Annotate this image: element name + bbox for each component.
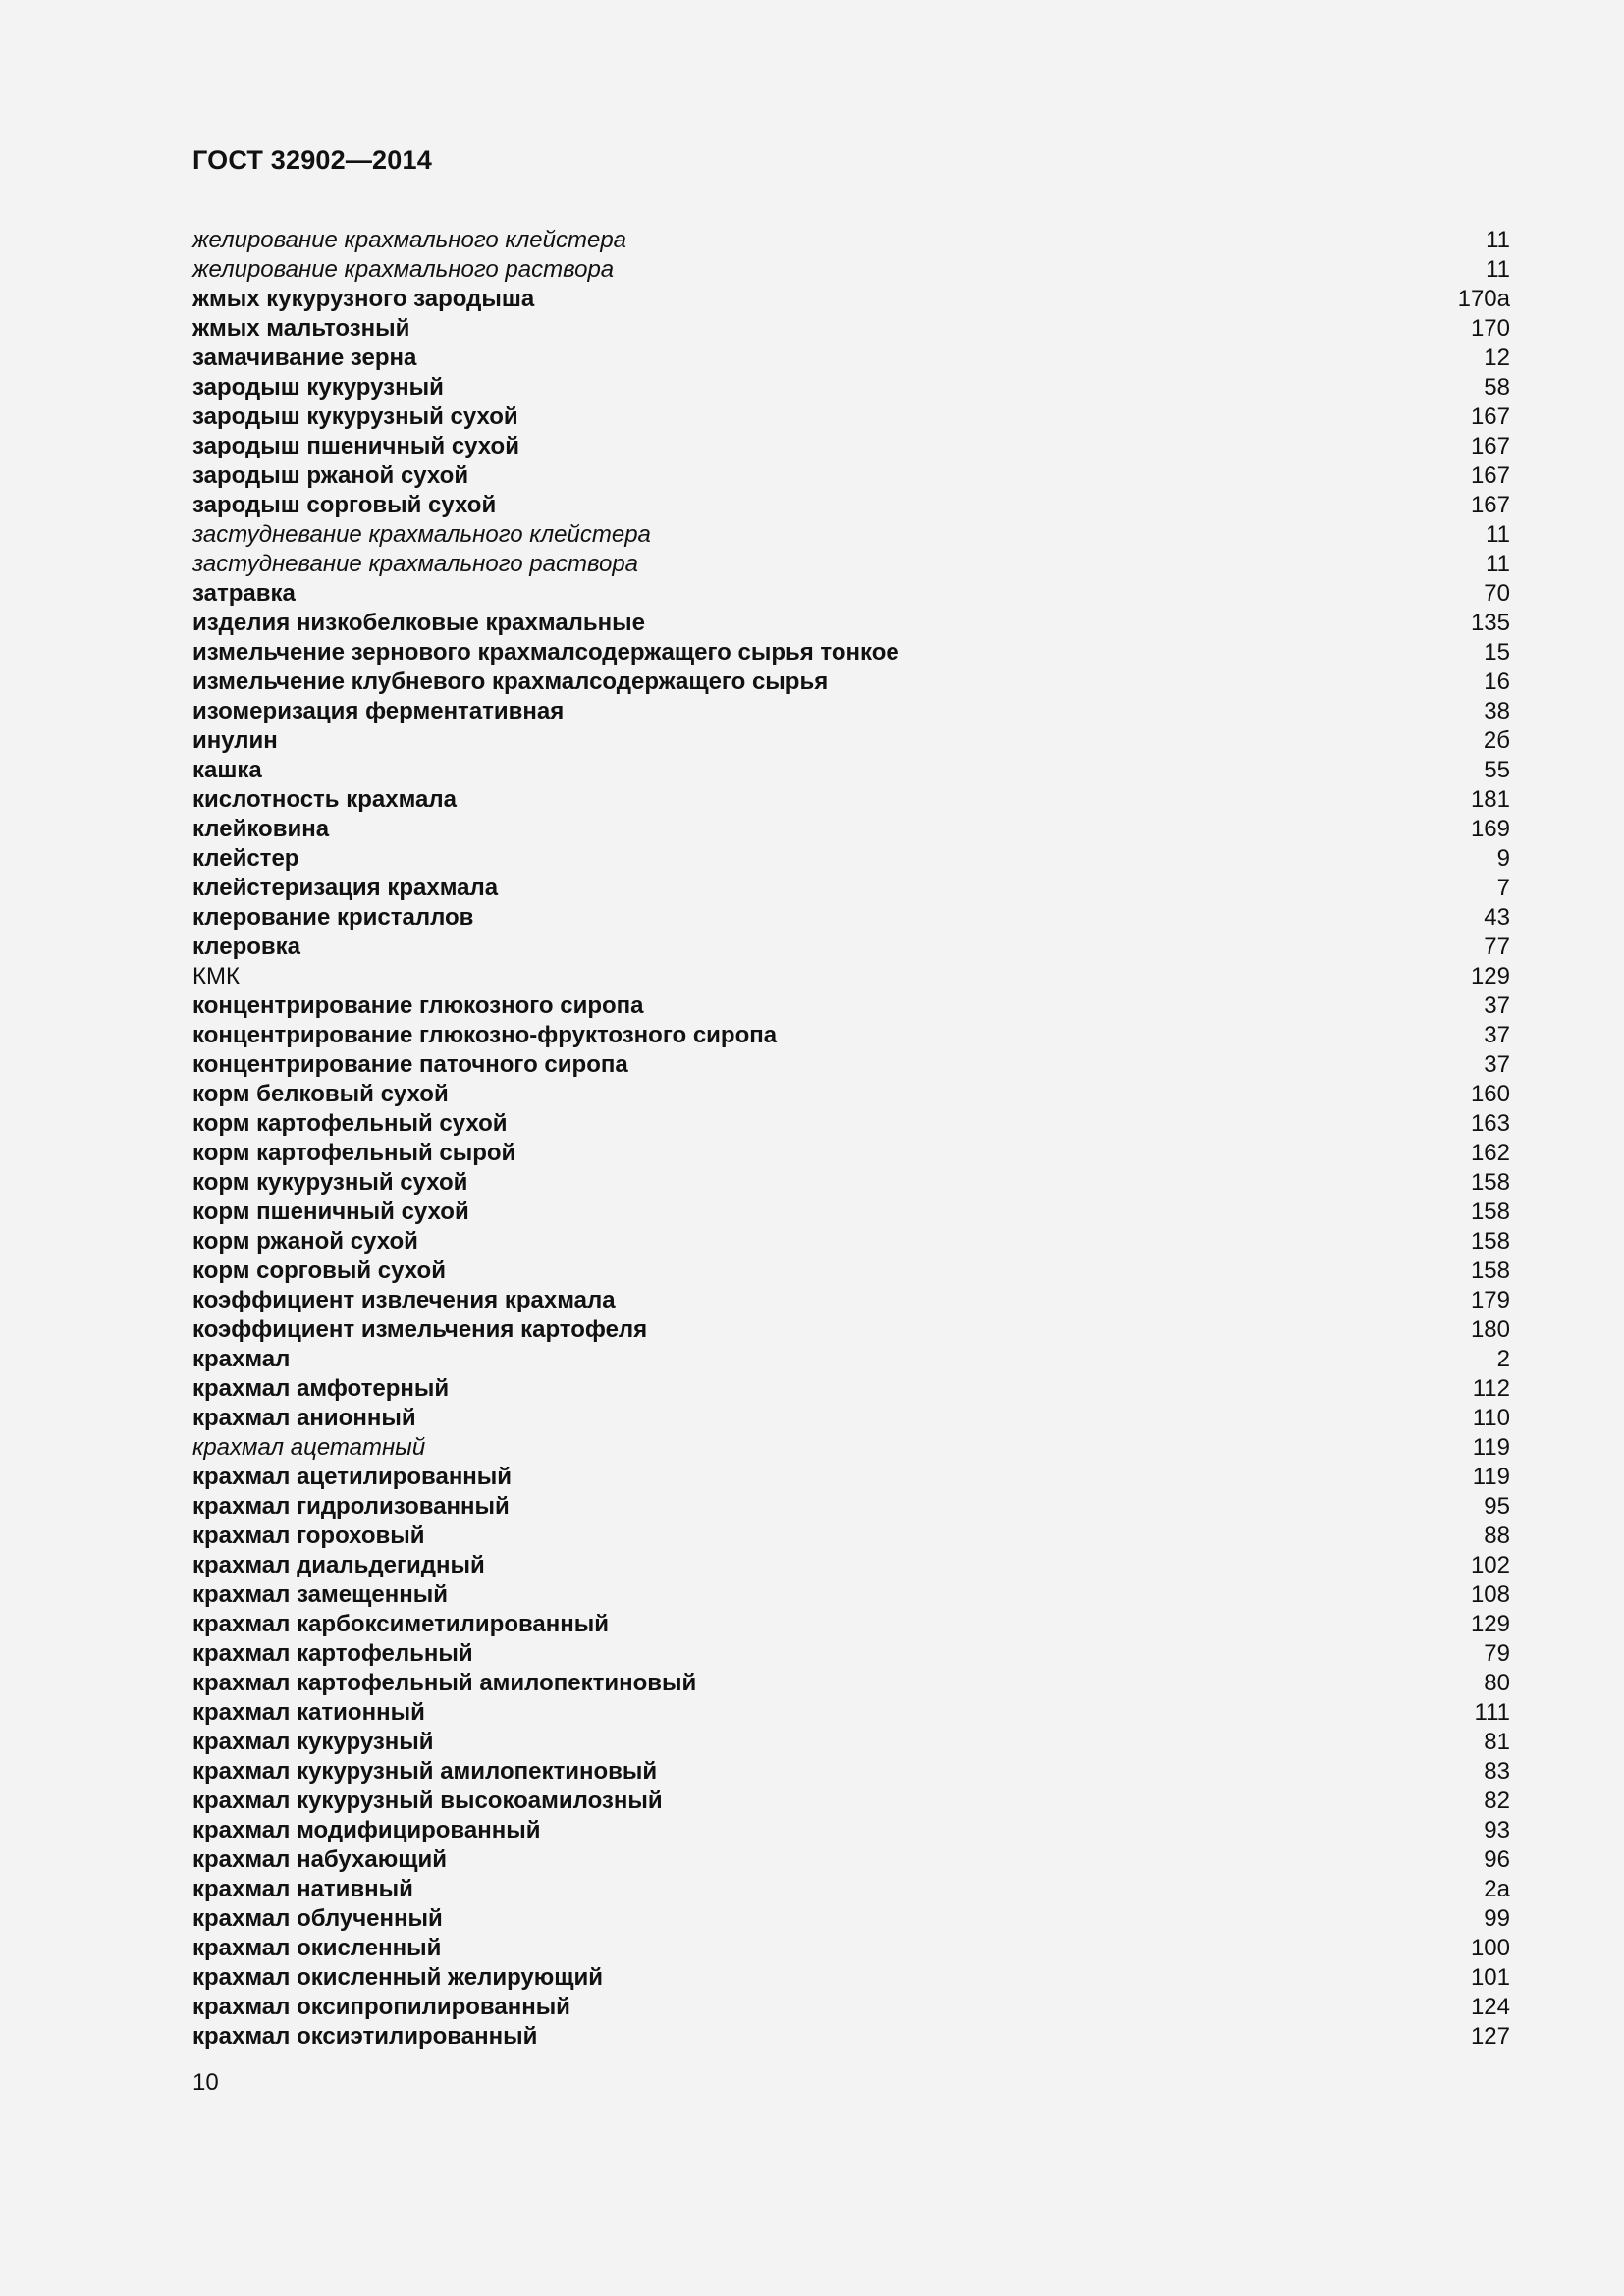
index-term: зародыш ржаной сухой [192, 462, 469, 489]
index-term: жмых кукурузного зародыша [192, 286, 535, 312]
index-reference-number: 82 [1484, 1788, 1510, 1814]
index-term: жмых мальтозный [192, 315, 410, 342]
index-entry [192, 2022, 1510, 2052]
index-reference-number: 2 [1496, 1346, 1510, 1372]
index-reference-number: 58 [1484, 374, 1510, 400]
alphabetical-index [192, 226, 1510, 2052]
index-reference-number: 169 [1470, 816, 1510, 842]
index-term: крахмал модифицированный [192, 1817, 541, 1843]
index-entry [192, 903, 1510, 933]
index-entry [192, 991, 1510, 1021]
index-term: зародыш кукурузный [192, 374, 444, 400]
index-term: корм картофельный сухой [192, 1110, 508, 1137]
index-term: крахмал диальдегидный [192, 1552, 485, 1578]
index-entry [192, 255, 1510, 285]
index-term: крахмал облученный [192, 1905, 443, 1932]
index-reference-number: 81 [1484, 1729, 1510, 1755]
index-term: застудневание крахмального раствора [192, 551, 639, 577]
index-reference-number: 99 [1484, 1905, 1510, 1932]
index-entry [192, 1669, 1510, 1698]
index-entry [192, 874, 1510, 903]
index-entry [192, 1875, 1510, 1904]
index-reference-number: 179 [1470, 1287, 1510, 1313]
index-entry [192, 1256, 1510, 1286]
index-term: концентрирование глюкозно-фруктозного сиропа [192, 1022, 778, 1048]
index-entry [192, 1610, 1510, 1639]
index-term: крахмал картофельный [192, 1640, 473, 1667]
index-reference-number: 2б [1483, 727, 1510, 754]
index-entry [192, 1698, 1510, 1728]
index-reference-number: 167 [1470, 492, 1510, 518]
index-reference-number: 158 [1470, 1169, 1510, 1196]
index-entry [192, 1139, 1510, 1168]
index-entry [192, 1787, 1510, 1816]
index-term: крахмал гидролизованный [192, 1493, 510, 1520]
index-entry [192, 550, 1510, 579]
index-term: коэффициент извлечения крахмала [192, 1287, 616, 1313]
index-reference-number: 167 [1470, 433, 1510, 459]
index-entry [192, 1845, 1510, 1875]
index-term: изомеризация ферментативная [192, 698, 565, 724]
index-entry [192, 1433, 1510, 1463]
index-reference-number: 170а [1457, 286, 1510, 312]
index-reference-number: 181 [1470, 786, 1510, 813]
index-reference-number: 127 [1470, 2023, 1510, 2050]
index-reference-number: 100 [1470, 1935, 1510, 1961]
index-entry [192, 726, 1510, 756]
index-term: крахмал картофельный амилопектиновый [192, 1670, 697, 1696]
index-entry [192, 1227, 1510, 1256]
index-term: крахмал [192, 1346, 291, 1372]
index-reference-number: 12 [1484, 345, 1510, 371]
index-term: клерование кристаллов [192, 904, 474, 931]
index-entry [192, 1993, 1510, 2022]
index-entry [192, 815, 1510, 844]
index-term: корм ржаной сухой [192, 1228, 418, 1255]
index-entry [192, 933, 1510, 962]
index-reference-number: 70 [1484, 580, 1510, 607]
index-reference-number: 158 [1470, 1257, 1510, 1284]
index-entry [192, 1492, 1510, 1522]
index-entry [192, 785, 1510, 815]
index-reference-number: 43 [1484, 904, 1510, 931]
index-entry [192, 1904, 1510, 1934]
index-term: клеровка [192, 934, 301, 960]
index-term: крахмал кукурузный высокоамилозный [192, 1788, 663, 1814]
index-term: крахмал набухающий [192, 1846, 448, 1873]
index-term: измельчение клубневого крахмалсодержащего сырья [192, 668, 829, 695]
index-reference-number: 37 [1484, 992, 1510, 1019]
index-term: корм картофельный сырой [192, 1140, 516, 1166]
index-reference-number: 162 [1470, 1140, 1510, 1166]
index-entry [192, 1315, 1510, 1345]
index-reference-number: 160 [1470, 1081, 1510, 1107]
index-reference-number: 16 [1484, 668, 1510, 695]
page-number: 10 [192, 2069, 219, 2096]
index-entry [192, 461, 1510, 491]
index-reference-number: 88 [1484, 1522, 1510, 1549]
index-entry [192, 579, 1510, 609]
index-reference-number: 55 [1484, 757, 1510, 783]
index-reference-number: 7 [1496, 875, 1510, 901]
index-entry [192, 344, 1510, 373]
index-reference-number: 167 [1470, 462, 1510, 489]
index-reference-number: 83 [1484, 1758, 1510, 1785]
index-reference-number: 167 [1470, 403, 1510, 430]
index-reference-number: 180 [1470, 1316, 1510, 1343]
document-header: ГОСТ 32902—2014 [192, 145, 432, 175]
index-term: изделия низкобелковые крахмальные [192, 610, 646, 636]
index-entry [192, 1021, 1510, 1050]
index-entry [192, 1522, 1510, 1551]
index-reference-number: 11 [1486, 521, 1510, 548]
index-term: крахмал ацетилированный [192, 1464, 513, 1490]
index-reference-number: 2а [1484, 1876, 1510, 1902]
index-reference-number: 110 [1472, 1405, 1510, 1431]
index-reference-number: 37 [1484, 1051, 1510, 1078]
index-term: застудневание крахмального клейстера [192, 521, 651, 548]
index-term: измельчение зернового крахмалсодержащего сырья тонкое [192, 639, 899, 666]
index-entry [192, 1728, 1510, 1757]
index-entry [192, 1580, 1510, 1610]
index-term: корм пшеничный сухой [192, 1199, 469, 1225]
index-entry [192, 1757, 1510, 1787]
index-term: крахмал кукурузный амилопектиновый [192, 1758, 658, 1785]
index-entry [192, 1816, 1510, 1845]
index-reference-number: 101 [1470, 1964, 1510, 1991]
index-reference-number: 95 [1484, 1493, 1510, 1520]
index-entry [192, 638, 1510, 667]
index-term: крахмал анионный [192, 1405, 416, 1431]
index-term: концентрирование паточного сиропа [192, 1051, 628, 1078]
index-entry [192, 432, 1510, 461]
index-reference-number: 112 [1472, 1375, 1510, 1402]
index-entry [192, 609, 1510, 638]
index-term: крахмал амфотерный [192, 1375, 450, 1402]
index-term: клейстеризация крахмала [192, 875, 499, 901]
index-entry [192, 1551, 1510, 1580]
index-term: крахмал кукурузный [192, 1729, 434, 1755]
index-entry [192, 1109, 1510, 1139]
index-entry [192, 314, 1510, 344]
index-reference-number: 96 [1484, 1846, 1510, 1873]
index-reference-number: 124 [1470, 1994, 1510, 2020]
index-reference-number: 11 [1486, 256, 1510, 283]
index-term: кислотность крахмала [192, 786, 457, 813]
index-term: крахмал карбоксиметилированный [192, 1611, 610, 1637]
index-term: крахмал катионный [192, 1699, 425, 1726]
index-entry [192, 697, 1510, 726]
index-term: крахмал ацетатный [192, 1434, 426, 1461]
index-reference-number: 38 [1484, 698, 1510, 724]
index-reference-number: 135 [1470, 610, 1510, 636]
index-reference-number: 119 [1472, 1434, 1510, 1461]
index-entry [192, 520, 1510, 550]
index-reference-number: 170 [1470, 315, 1510, 342]
index-reference-number: 79 [1484, 1640, 1510, 1667]
index-term: инулин [192, 727, 278, 754]
index-term: корм кукурузный сухой [192, 1169, 468, 1196]
index-reference-number: 15 [1484, 639, 1510, 666]
index-term: концентрирование глюкозного сиропа [192, 992, 644, 1019]
index-term: крахмал оксиэтилированный [192, 2023, 538, 2050]
index-entry [192, 1080, 1510, 1109]
index-term: крахмал окисленный [192, 1935, 442, 1961]
index-entry [192, 844, 1510, 874]
index-entry [192, 402, 1510, 432]
index-reference-number: 37 [1484, 1022, 1510, 1048]
index-entry [192, 491, 1510, 520]
index-reference-number: 93 [1484, 1817, 1510, 1843]
index-reference-number: 119 [1472, 1464, 1510, 1490]
index-entry [192, 1286, 1510, 1315]
index-term: замачивание зерна [192, 345, 417, 371]
index-entry [192, 1463, 1510, 1492]
index-term: зародыш кукурузный сухой [192, 403, 518, 430]
index-reference-number: 158 [1470, 1228, 1510, 1255]
index-term: КМК [192, 963, 240, 989]
index-term: крахмал окисленный желирующий [192, 1964, 604, 1991]
index-term: желирование крахмального раствора [192, 256, 615, 283]
index-reference-number: 111 [1474, 1699, 1510, 1726]
index-reference-number: 9 [1496, 845, 1510, 872]
index-entry [192, 1374, 1510, 1404]
index-term: крахмал оксипропилированный [192, 1994, 570, 2020]
index-reference-number: 80 [1484, 1670, 1510, 1696]
index-entry [192, 1963, 1510, 1993]
index-entry [192, 1050, 1510, 1080]
index-entry [192, 756, 1510, 785]
index-entry [192, 1345, 1510, 1374]
index-term: желирование крахмального клейстера [192, 227, 627, 253]
index-entry [192, 1934, 1510, 1963]
index-term: клейстер [192, 845, 299, 872]
index-reference-number: 163 [1470, 1110, 1510, 1137]
index-term: зародыш сорговый сухой [192, 492, 497, 518]
index-entry [192, 285, 1510, 314]
index-term: затравка [192, 580, 296, 607]
index-entry [192, 373, 1510, 402]
index-term: зародыш пшеничный сухой [192, 433, 519, 459]
index-term: клейковина [192, 816, 330, 842]
index-term: крахмал гороховый [192, 1522, 425, 1549]
index-entry [192, 226, 1510, 255]
index-term: корм белковый сухой [192, 1081, 449, 1107]
index-term: коэффициент измельчения картофеля [192, 1316, 648, 1343]
index-entry [192, 1404, 1510, 1433]
index-entry [192, 1168, 1510, 1198]
index-reference-number: 102 [1470, 1552, 1510, 1578]
index-reference-number: 77 [1484, 934, 1510, 960]
index-reference-number: 129 [1470, 1611, 1510, 1637]
index-reference-number: 11 [1486, 551, 1510, 577]
index-entry [192, 1198, 1510, 1227]
index-term: крахмал нативный [192, 1876, 413, 1902]
index-entry [192, 962, 1510, 991]
index-term: корм сорговый сухой [192, 1257, 446, 1284]
index-entry [192, 667, 1510, 697]
index-term: крахмал замещенный [192, 1581, 448, 1608]
index-reference-number: 11 [1486, 227, 1510, 253]
index-entry [192, 1639, 1510, 1669]
index-reference-number: 108 [1470, 1581, 1510, 1608]
index-reference-number: 129 [1470, 963, 1510, 989]
index-reference-number: 158 [1470, 1199, 1510, 1225]
index-term: кашка [192, 757, 262, 783]
